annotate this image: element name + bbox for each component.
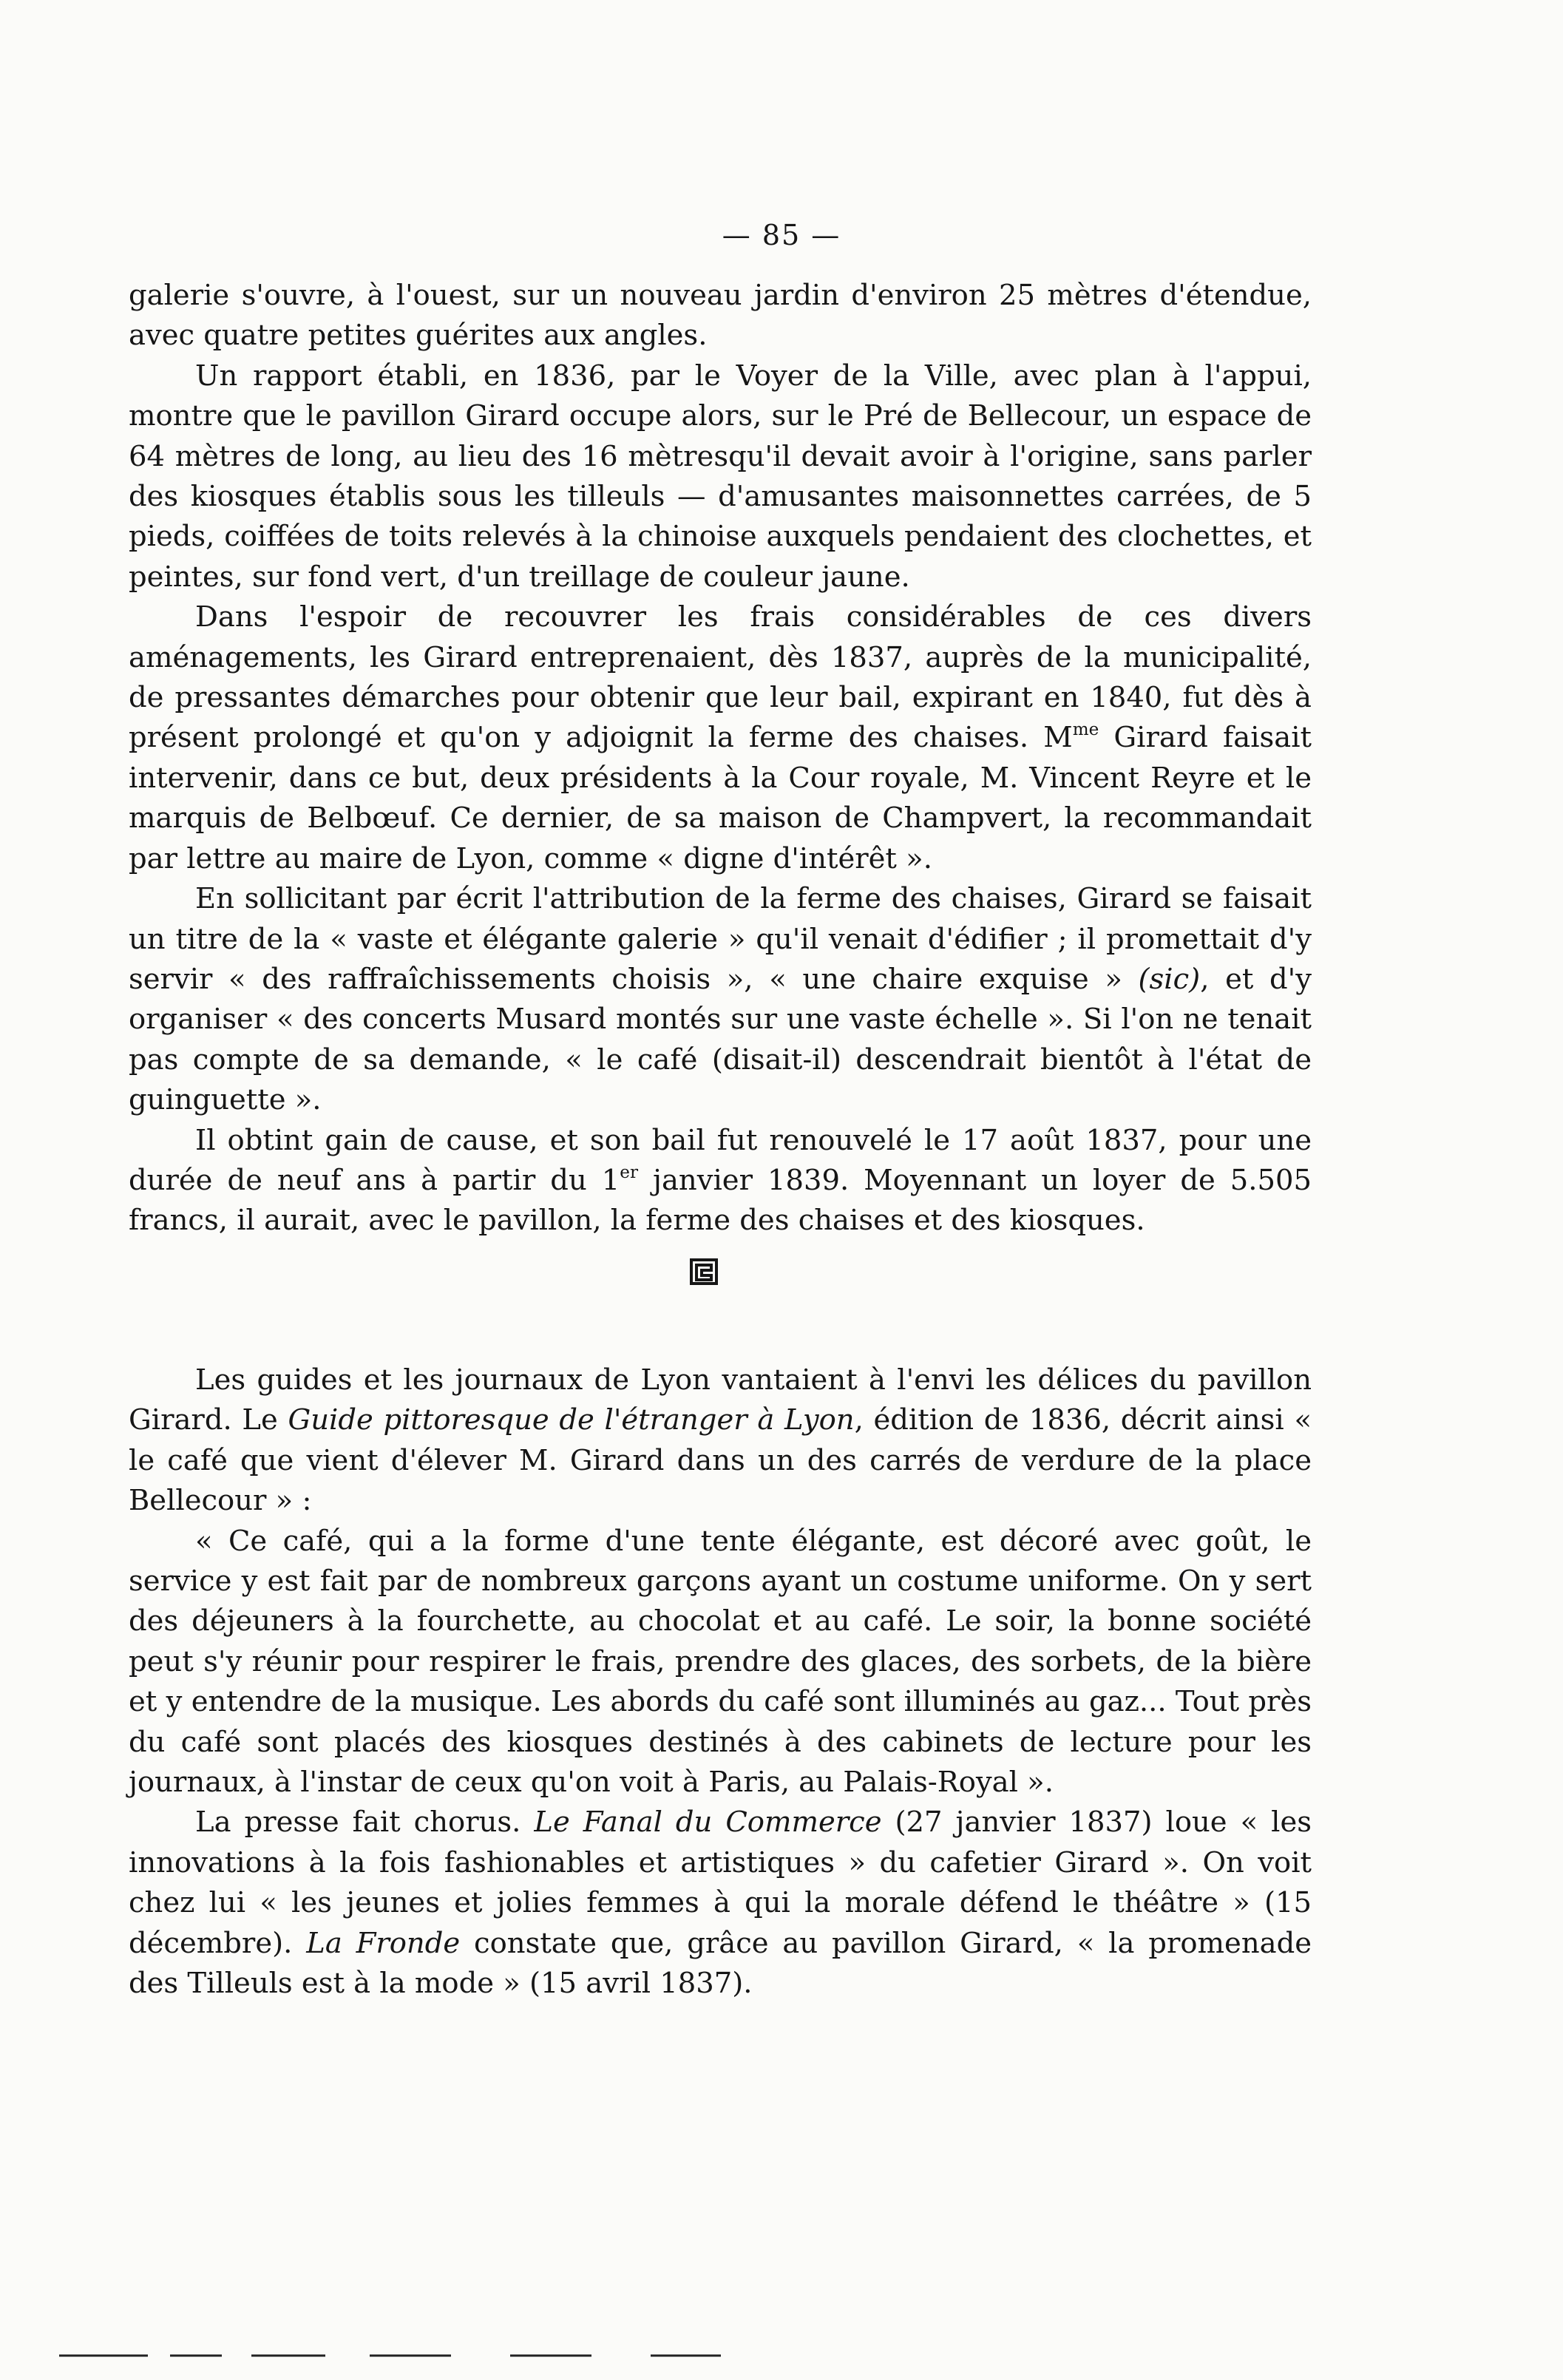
paragraph-presse: La presse fait chorus. Le Fanal du Commerce (27 janvier 1837) loue « les innovations à la fois fashionables et artistiques » du cafetier Girard ». On voit chez lui « les jeunes et jolies femmes à qui la morale défend le théâtre » (15 décembre). La Fronde constate que, grâce au pavillon Girard, « la promenade des Tilleuls est à la mode » (15 avril 1837).	[129, 1806, 1312, 2001]
paragraph-espoir: Dans l'espoir de recouvrer les frais considérables de ces divers aménagements, les Girard entreprenaient, dès 1837, auprès de la municipalité, de pressantes démarches pour obtenir que leur bail, expirant en 1840, fut dès à présent prolongé et qu'on y adjoignit la ferme des chaises. $M^{me}$ Girard faisait intervenir, dans ce but, deux présidents à la Cour royale, M. Vincent Reyre et le marquis de Belbœuf. Ce dernier, de sa maison de Champvert, la recommandait par lettre au maire de Lyon, comme « digne d'intérêt ».	[129, 600, 1312, 875]
paragraph-bail: Il obtint gain de cause, et son bail fut renouvelé le 17 août 1837, pour une durée de neuf ans à partir du 1er janvier 1839. Moyennant un loyer de 5.505 francs, il aurait, avec le pavillon, la ferme des chaises et des kiosques.	[129, 1123, 1312, 1238]
text-section-bottom	[129, 1360, 1312, 2004]
page-number: — 85 —	[722, 219, 841, 251]
printer-ornament-icon	[690, 1258, 718, 1285]
italic-guide-title: Guide pittoresque de l'étranger à Lyon	[288, 1403, 855, 1437]
superscript-er: er	[620, 1162, 638, 1182]
italic-sic: (sic)	[1138, 962, 1201, 996]
paragraph-guides: Les guides et les journaux de Lyon vantaient à l'envi les délices du pavillon Girard. Le Guide pittoresque de l'étranger à Lyon, édition de 1836, décrit ainsi « le café que vient d'élever M. Girard dans un des carrés de verdure de la place Bellecour » :	[129, 1363, 1312, 1518]
paragraph-rapport: Un rapport établi, en 1836, par le Voyer de la Ville, avec plan à l'appui, montre que le pavillon Girard occupe alors, sur le Pré de Bellecour, un espace de 64 mètres de long, au lieu des 16 mètresqu'il devait avoir à l'origine, sans parler des kiosques établis sous les tilleuls — d'amusantes maisonnettes carrées, de 5 pieds, coiffées de toits relevés à la chinoise auxquels pendaient des clochettes, et peintes, sur fond vert, d'un treillage de couleur jaune.	[129, 359, 1312, 594]
superscript-me: me	[1072, 720, 1099, 740]
italic-fronde-title: La Fronde	[306, 1926, 461, 1960]
paragraph-sollicitant: En sollicitant par écrit l'attribution de la ferme des chaises, Girard se faisait un titre de la « vaste et élégante galerie » qu'il venait d'édifier ; il promettait d'y servir « des raffraîchissements choisis », « une chaire exquise » (sic), et d'y organiser « des concerts Musard montés sur une vaste échelle ». Si l'on ne tenait pas compte de sa demande, « le café (disait-il) descendrait bientôt à l'état de guinguette ».	[129, 882, 1312, 1117]
paragraph-quotation: « Ce café, qui a la forme d'une tente élégante, est décoré avec goût, le service y est fait par de nombreux garçons ayant un costume uniforme. On y sert des déjeuners à la fourchette, au chocolat et au café. Le soir, la bonne société peut s'y réunir pour respirer le frais, prendre des glaces, des sorbets, de la bière et y entendre de la musique. Les abords du café sont illuminés au gaz... Tout près du café sont placés des kiosques destinés à des cabinets de lecture pour les journaux, à l'instar de ceux qu'on voit à Paris, au Palais-Royal ».	[129, 1524, 1312, 1800]
scan-edge-marks	[0, 2351, 1563, 2366]
text-section-top	[129, 276, 1312, 1241]
paragraph-continuation: galerie s'ouvre, à l'ouest, sur un nouveau jardin d'environ 25 mètres d'étendue, avec quatre petites guérites aux angles.	[129, 279, 1312, 353]
italic-fanal-title: Le Fanal du Commerce	[534, 1806, 882, 1840]
